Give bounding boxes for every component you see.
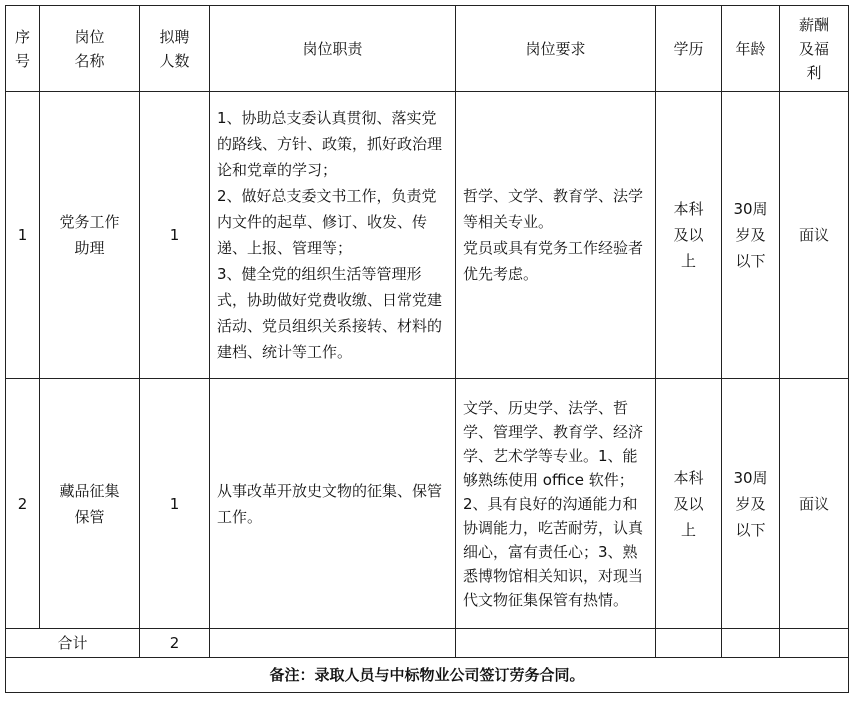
header-duty: 岗位职责: [210, 6, 456, 92]
cell-duty: 从事改革开放史文物的征集、保管工作。: [210, 379, 456, 629]
cell-age: 30周 岁及 以下: [722, 92, 780, 379]
cell-requirement: 文学、历史学、法学、哲学、管理学、教育学、经济学、艺术学等专业。1、能够熟练使用 office 软件；2、具有良好的沟通能力和协调能力，吃苦耐劳，认真细心，富有责任心；3、熟悉博物馆相关知识，对现当代文物征集保管有热情。: [456, 379, 656, 629]
table-row: [6, 92, 849, 379]
header-count: 拟聘 人数: [140, 6, 210, 92]
header-education: 学历: [656, 6, 722, 92]
cell-duty: 1、协助总支委认真贯彻、落实党的路线、方针、政策，抓好政治理论和党章的学习； 2、做好总支委文书工作，负责党内文件的起草、修订、收发、传递、上报、管理等； 3、健全党的组织生活等管理形式，协助做好党费收缴、日常党建活动、党员组织关系接转、材料的建档、统计等工作。: [210, 92, 456, 379]
header-age: 年龄: [722, 6, 780, 92]
total-label: 合计: [6, 629, 140, 658]
total-row: [6, 629, 849, 658]
total-empty: [722, 629, 780, 658]
header-row: [6, 6, 849, 92]
cell-salary: 面议: [780, 379, 849, 629]
total-empty: [456, 629, 656, 658]
cell-count: 1: [140, 92, 210, 379]
cell-requirement: 哲学、文学、教育学、法学等相关专业。 党员或具有党务工作经验者优先考虑。: [456, 92, 656, 379]
cell-age: 30周 岁及 以下: [722, 379, 780, 629]
cell-count: 1: [140, 379, 210, 629]
total-count: 2: [140, 629, 210, 658]
cell-education: 本科 及以 上: [656, 379, 722, 629]
table-row: [6, 379, 849, 629]
cell-salary: 面议: [780, 92, 849, 379]
cell-seq: 1: [6, 92, 40, 379]
header-post-name: 岗位 名称: [40, 6, 140, 92]
total-empty: [780, 629, 849, 658]
cell-post-name: 藏品征集 保管: [40, 379, 140, 629]
cell-seq: 2: [6, 379, 40, 629]
cell-education: 本科 及以 上: [656, 92, 722, 379]
header-requirement: 岗位要求: [456, 6, 656, 92]
note-text: 备注：录取人员与中标物业公司签订劳务合同。: [6, 658, 849, 693]
recruitment-table: [5, 5, 849, 693]
total-empty: [656, 629, 722, 658]
note-row: [6, 658, 849, 693]
header-salary: 薪酬 及福 利: [780, 6, 849, 92]
total-empty: [210, 629, 456, 658]
cell-post-name: 党务工作 助理: [40, 92, 140, 379]
header-seq: 序 号: [6, 6, 40, 92]
